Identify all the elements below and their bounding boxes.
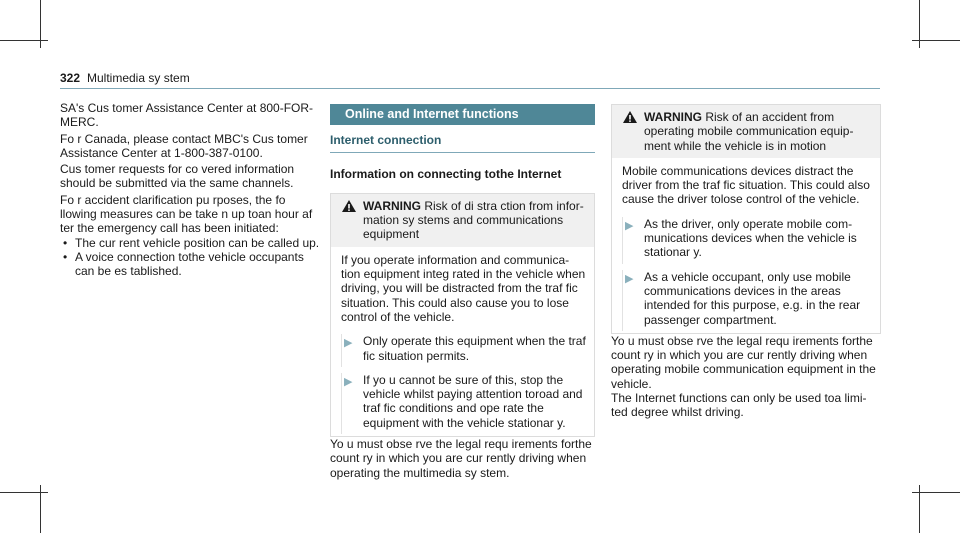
paragraph: SA's Cus tomer Assistance Center at 800-FOR-MERC. [60, 101, 314, 130]
warning-box [330, 193, 595, 437]
arrow-right-icon: ▶ [344, 375, 353, 388]
warning-triangle-icon [622, 110, 638, 124]
arrow-right-icon: ▶ [625, 272, 634, 285]
warning-header [331, 194, 594, 247]
warning-header [612, 105, 880, 158]
instruction-step [622, 270, 872, 327]
section-heading-bar: Online and Internet functions [330, 104, 595, 125]
crop-mark [0, 40, 48, 41]
column-right [611, 104, 881, 420]
arrow-right-icon: ▶ [344, 337, 353, 350]
step-text: As the driver, only operate mobile com‐ munications devices when the vehicle is stationar y. [644, 216, 857, 260]
crop-mark [912, 492, 960, 493]
crop-mark [0, 492, 48, 493]
paragraph: Cus tomer requests for co vered information should be submitted via the same channels. [60, 162, 295, 191]
paragraph: Mobile communications devices distract the driver from the traf fic situation. This could also cause the driver tolose control of the vehicle. [622, 163, 870, 207]
column-middle [330, 104, 595, 480]
page-number: 322 [60, 71, 81, 85]
warning-body [331, 247, 594, 436]
warning-label: WARNING [644, 110, 702, 124]
subsection-heading: Internet connection [330, 133, 595, 152]
paragraph: Yo u must obse rve the legal requ irements forthe count ry in which you are cur rently driving when operating mobile communication equipment in the vehicle. [611, 333, 876, 391]
step-text: Only operate this equipment when the traf fic situation permits. [363, 334, 586, 363]
arrow-right-icon: ▶ [625, 219, 634, 232]
warning-triangle-icon [341, 199, 357, 213]
warning-label: WARNING [363, 198, 421, 213]
warning-text: Risk of di stra ction from infor‐ mation sy stems and communications equipment [363, 198, 584, 242]
list-item: • A voice connection tothe vehicle occupants can be es tablished. [60, 250, 322, 279]
crop-mark [912, 40, 960, 41]
paragraph: Fo r accident clarification pu rposes, the fo llowing measures can be take n up toan hour af ter the emergency call has been initiated: [60, 192, 313, 236]
list-item: • The cur rent vehicle position can be called up. [60, 236, 322, 250]
topic-heading: Information on connecting tothe Internet [330, 166, 562, 181]
column-left [60, 101, 322, 279]
paragraph: Yo u must obse rve the legal requ irements forthe count ry in which you are cur rently driving when operating the multimedia sy stem. [330, 437, 592, 480]
section-title: Multimedia sy stem [87, 71, 190, 85]
bullet-list [60, 236, 322, 279]
header-rule [60, 88, 880, 89]
instruction-step [622, 217, 872, 260]
warning-box [611, 104, 881, 334]
instruction-step [341, 373, 586, 430]
step-text: If yo u cannot be sure of this, stop the vehicle whilst paying attention toroad and traf fic conditions and ope rate the equipment with the vehicle stationar y. [363, 372, 583, 430]
warning-text: Risk of an accident from operating mobile communication equip‐ ment while the vehicle is in motion [644, 110, 854, 153]
paragraph: If you operate information and communica‐ tion equipment integ rated in the vehicle when driving, you will be distracted from the traf fic situation. This could also cause you to lose control of the vehicle. [341, 252, 586, 324]
instruction-step [341, 334, 586, 363]
paragraph: The Internet functions can only be used toa limi‐ ted degree whilst driving. [611, 391, 867, 420]
warning-body [612, 158, 880, 333]
step-text: As a vehicle occupant, only use mobile communications devices in the areas intended for this purpose, e.g. in the rear passenger compartment. [644, 269, 861, 327]
paragraph: Fo r Canada, please contact MBC's Cus tomer Assistance Center at 1-800-387-0100. [60, 131, 308, 160]
